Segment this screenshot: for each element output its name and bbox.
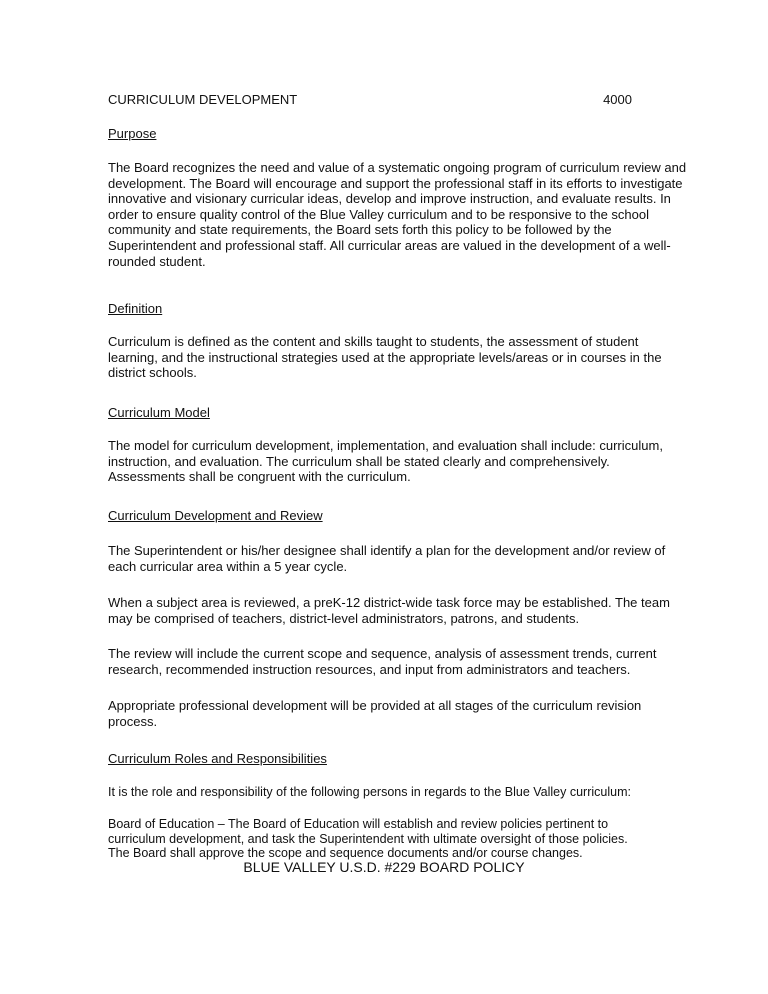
text-line: Curriculum is defined as the content and skills taught to students, the assessment of student [108, 334, 639, 349]
document-header [108, 92, 632, 108]
text-line: The review will include the current scope and sequence, analysis of assessment trends, current [108, 646, 657, 661]
text-line: innovative and visionary curricular ideas, develop and improve instruction, and evaluate results. In [108, 191, 671, 207]
text-line: The Board recognizes the need and value of a systematic ongoing program of curriculum review and [108, 160, 687, 175]
board-of-education-paragraph [108, 817, 628, 861]
text-line: Board of Education – The Board of Education will establish and review policies pertinent to [108, 817, 609, 831]
text-line: The Superintendent or his/her designee shall identify a plan for the development and/or review of [108, 543, 666, 558]
curriculum-model-paragraph [108, 438, 663, 485]
text-line: each curricular area within a 5 year cycle. [108, 558, 348, 574]
text-line: may be comprised of teachers, district-level administrators, patrons, and students. [108, 610, 580, 626]
page-footer: BLUE VALLEY U.S.D. #229 BOARD POLICY [243, 859, 525, 875]
text-line: development. The Board will encourage and support the professional staff in its efforts to investigate [108, 175, 683, 191]
development-review-paragraph-4 [108, 698, 641, 729]
curriculum-model-heading: Curriculum Model [108, 405, 210, 420]
document-title: CURRICULUM DEVELOPMENT [108, 92, 298, 107]
policy-number: 4000 [603, 92, 632, 107]
roles-heading: Curriculum Roles and Responsibilities [108, 751, 327, 766]
text-line: It is the role and responsibility of the following persons in regards to the Blue Valley curriculum: [108, 785, 631, 799]
text-line: The model for curriculum development, implementation, and evaluation shall include: curriculum, [108, 438, 663, 453]
text-line: When a subject area is reviewed, a preK-12 district-wide task force may be established. The team [108, 595, 670, 610]
text-line: order to ensure quality control of the Blue Valley curriculum and to be responsive to the school [108, 206, 650, 222]
text-line: The Board shall approve the scope and sequence documents and/or course changes. [108, 846, 583, 861]
text-line: rounded student. [108, 253, 206, 269]
text-line: Appropriate professional development will be provided at all stages of the curriculum revision [108, 698, 642, 713]
purpose-heading: Purpose [108, 126, 157, 141]
development-review-paragraph-2 [108, 595, 670, 626]
text-line: Assessments shall be congruent with the curriculum. [108, 469, 411, 485]
development-review-paragraph-1 [108, 543, 665, 574]
text-line: learning, and the instructional strategies used at the appropriate levels/areas or in courses in the [108, 349, 662, 365]
text-line: research, recommended instruction resources, and input from administrators and teachers. [108, 661, 631, 677]
text-line: district schools. [108, 365, 197, 381]
roles-intro [108, 785, 631, 801]
development-review-heading: Curriculum Development and Review [108, 508, 323, 523]
text-line: instruction, and evaluation. The curriculum shall be stated clearly and comprehensively. [108, 453, 610, 469]
text-line: community and state requirements, the Board sets forth this policy to be followed by the [108, 222, 612, 238]
development-review-paragraph-3 [108, 646, 656, 677]
definition-paragraph [108, 334, 662, 381]
text-line: process. [108, 713, 158, 729]
text-line: curriculum development, and task the Superintendent with ultimate oversight of those policies. [108, 831, 628, 846]
text-line: Superintendent and professional staff. All curricular areas are valued in the development of a well- [108, 237, 671, 253]
purpose-paragraph [108, 160, 686, 269]
definition-heading: Definition [108, 301, 163, 316]
